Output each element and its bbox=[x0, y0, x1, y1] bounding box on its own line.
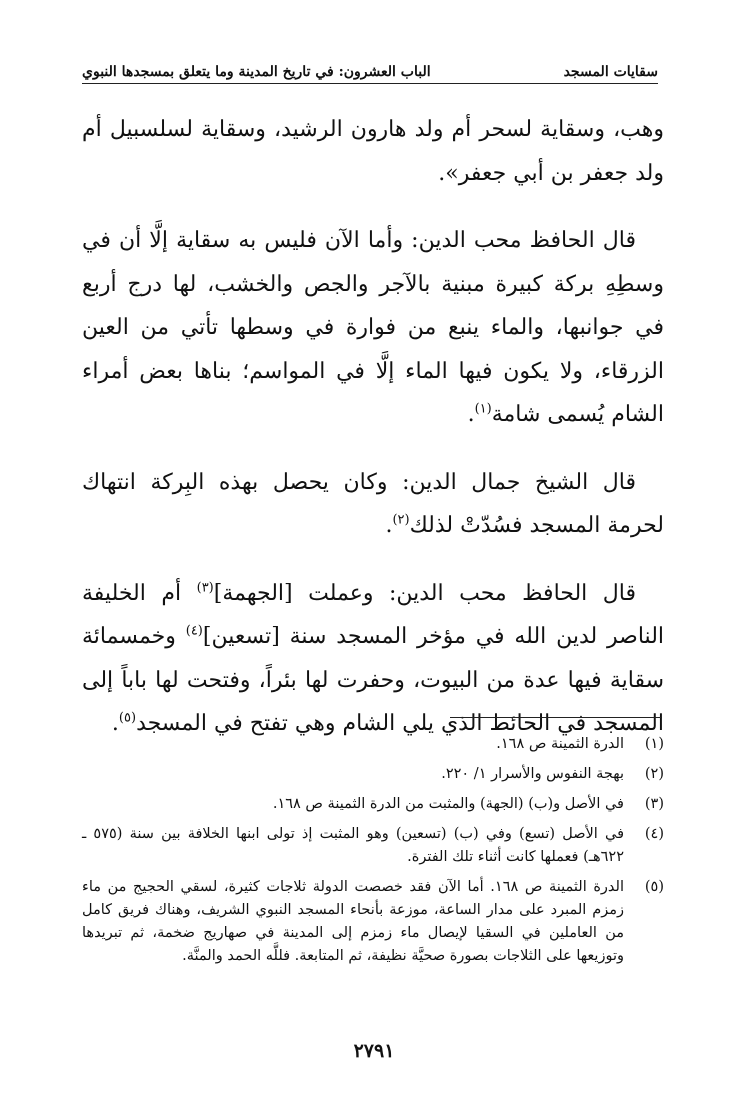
footnote-number: (٢) bbox=[644, 766, 664, 782]
footnote-text: في الأصل و(ب) (الجهة) والمثبت من الدرة الثمينة ص ١٦٨. bbox=[272, 796, 624, 812]
footnote-4 bbox=[82, 823, 664, 869]
header-section-title: سقايات المسجد bbox=[563, 64, 658, 80]
footnote-text: الدرة الثمينة ص ١٦٨. bbox=[496, 736, 624, 752]
footnote-ref-4[interactable]: (٤) bbox=[185, 623, 203, 639]
paragraph-2: قال الحافظ محب الدين: وأما الآن فليس به سقاية إلَّا أن في وسطِهِ بركة كبيرة مبنية بالآجر والجص والخشب، لها درج أربع في جوانبها، والماء ينبع من فوارة في وسطها تأتي من العين الزرقاء، ولا يكون فيها الماء إلَّا في المواسم؛ بناها بعض أمراء الشام يُسمى شامة$^{(١)}$. bbox=[82, 228, 664, 427]
header-chapter-title: الباب العشرون: في تاريخ المدينة وما يتعلق بمسجدها النبوي bbox=[82, 64, 431, 80]
footnote-number: (٤) bbox=[644, 826, 664, 842]
footnote-ref-3[interactable]: (٣) bbox=[196, 580, 214, 596]
footnote-number: (٥) bbox=[644, 879, 664, 895]
footnote-1 bbox=[82, 733, 664, 756]
page-number: ٢٧٩١ bbox=[353, 1040, 395, 1062]
footnote-5 bbox=[82, 876, 664, 968]
footnote-ref-1[interactable]: (١) bbox=[474, 401, 492, 417]
footnotes bbox=[82, 733, 664, 975]
footnote-ref-2[interactable]: (٢) bbox=[392, 512, 410, 528]
footnote-3 bbox=[82, 793, 664, 816]
footnote-number: (٣) bbox=[644, 796, 664, 812]
footnote-number: (١) bbox=[644, 736, 664, 752]
footnote-2 bbox=[82, 763, 664, 786]
paragraph-4: قال الحافظ محب الدين: وعملت [الجهمة]$^{(٣)}$ أم الخليفة الناصر لدين الله في مؤخر المسجد سنة [تسعين]$^{(٤)}$ وخمسمائة سقاية فيها عدة من البيوت، وحفرت لها بئراً، وفتحت لها باباً إلى المسجد في الحائط الذي يلي الشام وهي تفتح في المسجد$^{(٥)}$. bbox=[82, 580, 665, 736]
footnote-text: بهجة النفوس والأسرار ١/ ٢٢٠. bbox=[441, 766, 624, 782]
footnote-text: في الأصل (تسع) وفي (ب) (تسعين) وهو المثبت إذ تولى ابنها الخلافة بين سنة (٥٧٥ ـ ٦٢٢هـ) فعملها كانت أثناء تلك الفترة. bbox=[82, 826, 624, 865]
footnote-ref-5[interactable]: (٥) bbox=[118, 710, 137, 726]
running-header bbox=[82, 52, 658, 80]
paragraph-3: قال الشيخ جمال الدين: وكان يحصل بهذه البِركة انتهاك لحرمة المسجد فسُدّتْ لذلك$^{(٢)}$. bbox=[82, 469, 664, 538]
main-text bbox=[82, 108, 664, 770]
footnote-divider bbox=[450, 717, 662, 718]
paragraph-1: وهب، وسقاية لسحر أم ولد هارون الرشيد، وسقاية لسلسبيل أم ولد جعفر بن أبي جعفر». bbox=[82, 117, 664, 186]
footnote-text: الدرة الثمينة ص ١٦٨. أما الآن فقد خصصت الدولة ثلاجات كثيرة، لسقي الحجيج من ماء زمزم المبرد على مدار الساعة، موزعة بأنحاء المسجد النبوي الشريف، وهناك فريق كامل من العاملين في السقيا لإيصال ماء زمزم إلى المدينة في صهاريج ضخمة، ثم تبريدها وتوزيعها على الثلاجات بصورة صحيَّة نظيفة، ثم المتابعة. فللَّه الحمد والمنَّة. bbox=[82, 879, 624, 964]
header-divider bbox=[82, 83, 658, 84]
